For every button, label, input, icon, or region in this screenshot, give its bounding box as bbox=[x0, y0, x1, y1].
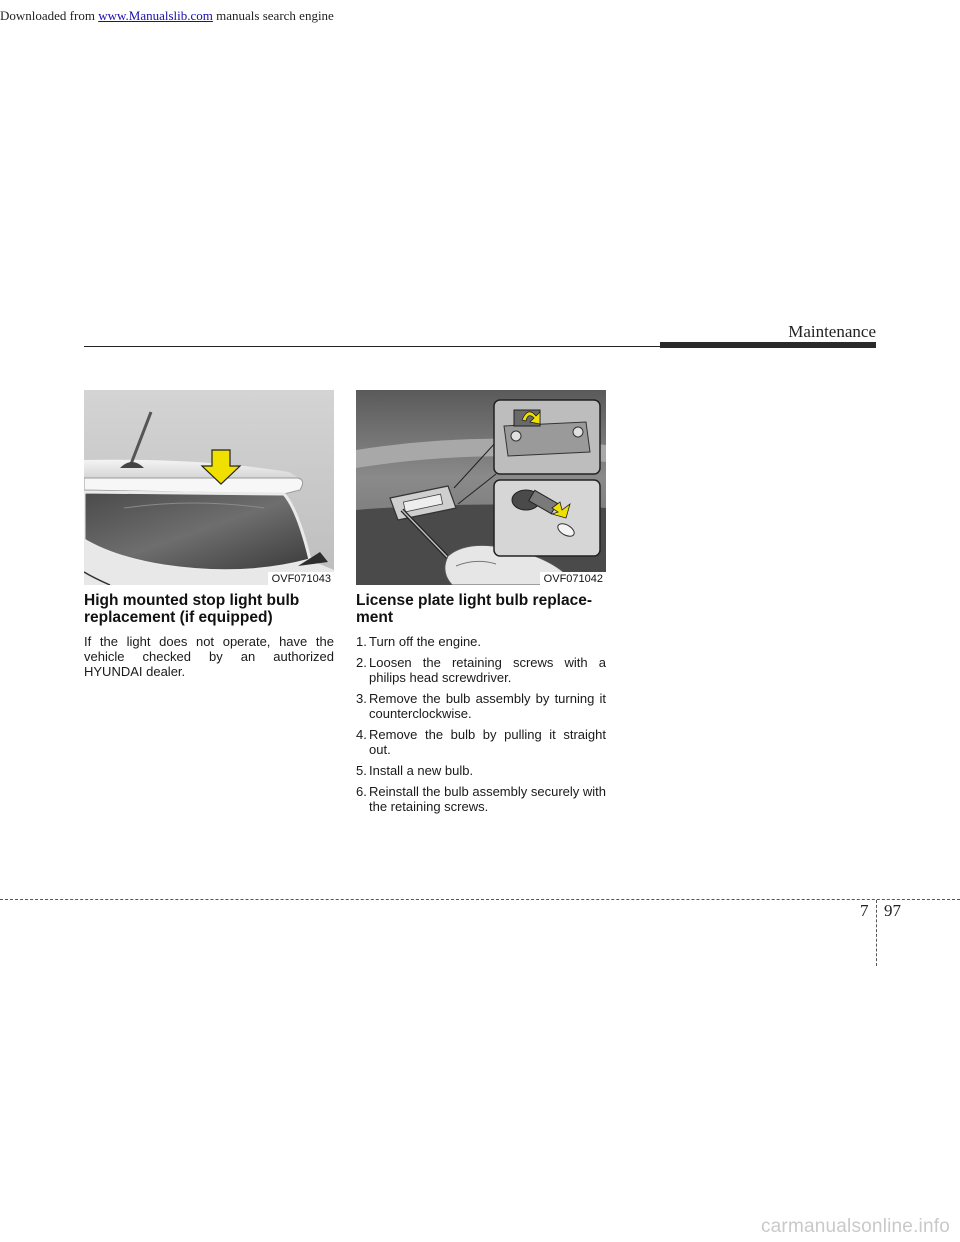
header-rule-accent bbox=[660, 342, 876, 348]
section-title: Maintenance bbox=[788, 322, 876, 341]
list-item bbox=[356, 691, 606, 721]
banner-suffix: manuals search engine bbox=[216, 8, 334, 23]
figure-code: OVF071043 bbox=[268, 572, 334, 585]
step-number: 5. bbox=[356, 763, 367, 778]
license-light-heading bbox=[356, 592, 606, 626]
footer-divider bbox=[0, 899, 960, 900]
heading-line: ment bbox=[356, 609, 394, 626]
figure-license-plate-light bbox=[356, 390, 606, 585]
step-number: 6. bbox=[356, 784, 367, 799]
step-number: 3. bbox=[356, 691, 367, 706]
step-number: 2. bbox=[356, 655, 367, 670]
step-text: Loosen the retaining screws with a philips head screwdriver. bbox=[369, 655, 606, 685]
step-number: 4. bbox=[356, 727, 367, 742]
step-text: Turn off the engine. bbox=[369, 634, 482, 649]
list-item bbox=[356, 727, 606, 757]
download-banner bbox=[0, 8, 334, 24]
watermark: carmanualsonline.info bbox=[760, 1216, 950, 1237]
heading-line: replacement (if equipped) bbox=[84, 609, 273, 626]
footer-divider-vertical bbox=[876, 900, 877, 966]
heading-line: License plate light bulb replace- bbox=[356, 592, 592, 609]
stop-light-section bbox=[84, 592, 334, 679]
step-list bbox=[356, 634, 606, 814]
license-light-illustration bbox=[356, 390, 606, 585]
manualslib-link[interactable]: www.Manualslib.com bbox=[98, 8, 213, 23]
stop-light-heading bbox=[84, 592, 334, 626]
list-item bbox=[356, 655, 606, 685]
page-number: 97 bbox=[884, 901, 901, 920]
license-light-section bbox=[356, 592, 606, 820]
chapter-number: 7 bbox=[860, 901, 869, 920]
step-number: 1. bbox=[356, 634, 367, 649]
heading-line: High mounted stop light bulb bbox=[84, 592, 300, 609]
figure-code: OVF071042 bbox=[540, 572, 606, 585]
step-text: Install a new bulb. bbox=[369, 763, 474, 778]
list-item bbox=[356, 784, 606, 814]
header-rule bbox=[84, 346, 660, 347]
step-text: Remove the bulb by pulling it straight out. bbox=[369, 727, 606, 757]
list-item bbox=[356, 634, 606, 649]
list-item bbox=[356, 763, 606, 778]
figure-high-mounted-stop-light bbox=[84, 390, 334, 585]
banner-prefix: Downloaded from bbox=[0, 8, 95, 23]
stop-light-illustration bbox=[84, 390, 334, 585]
stop-light-body: If the light does not operate, have the vehicle checked by an authorized HYUNDAI dealer. bbox=[84, 634, 334, 679]
step-text: Remove the bulb assembly by turning it counterclockwise. bbox=[369, 691, 606, 721]
step-text: Reinstall the bulb assembly securely with the retaining screws. bbox=[369, 784, 606, 814]
